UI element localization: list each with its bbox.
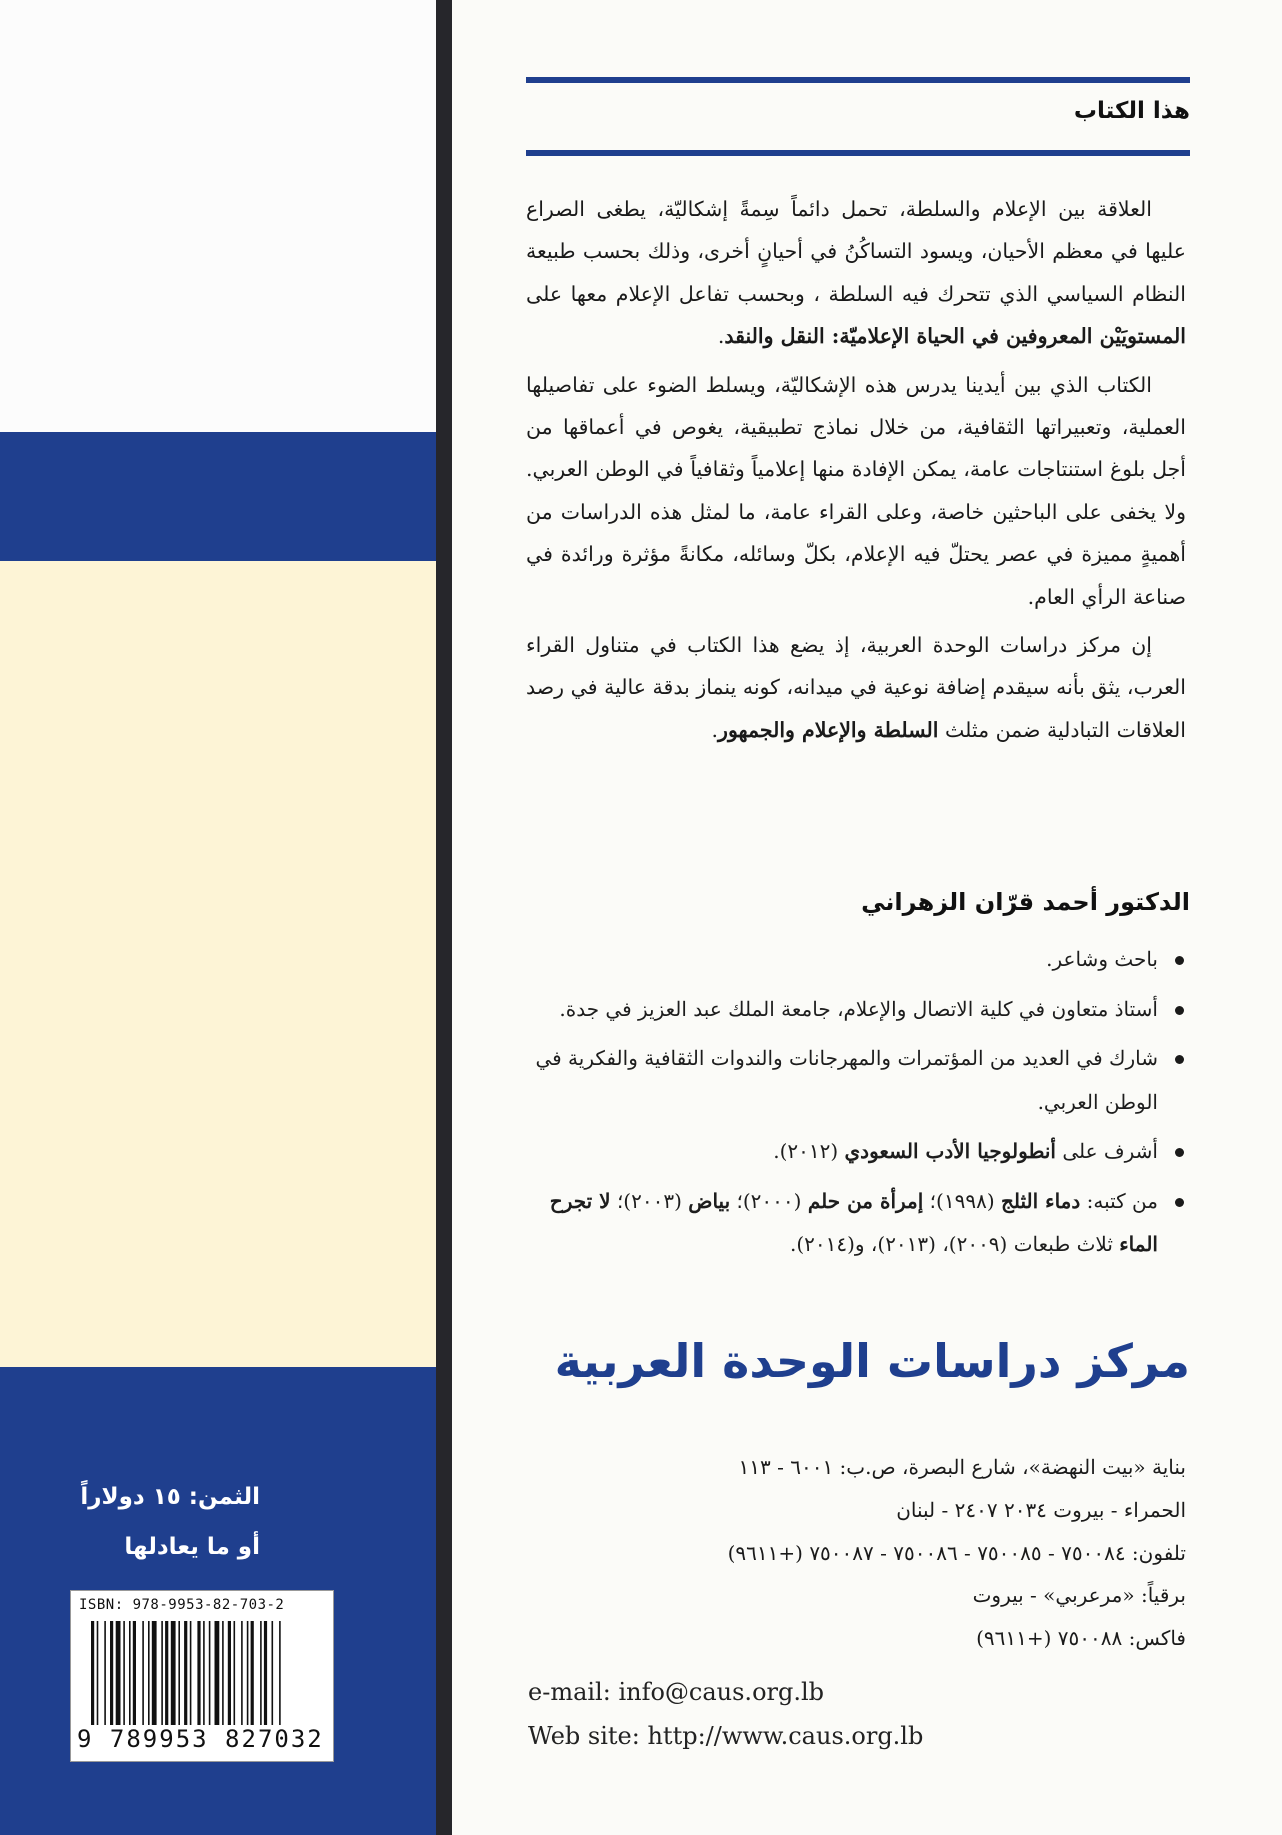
address-line: بناية «بيت النهضة»، شارع البصرة، ص.ب: ٦٠٠١ - ١١٣ — [738, 1455, 1186, 1479]
bullet-icon — [1175, 1198, 1184, 1207]
author-bio-list — [526, 938, 1186, 1273]
isbn-label: ISBN: 978-9953-82-703-2 — [79, 1597, 285, 1613]
bio-item: أشرف على أنطولوجيا الأدب السعودي (٢٠١٢). — [526, 1130, 1186, 1174]
barcode-icon — [89, 1621, 321, 1725]
sidebar-cream-panel — [0, 561, 436, 1367]
bio-item: من كتبه: دماء الثلج (١٩٩٨)؛ إمرأة من حلم (٢٠٠٠)؛ بياض (٢٠٠٣)؛ لا تجرح الماء ثلاث طبعات (٢٠٠٩)، (٢٠١٣)، و(٢٠١٤). — [526, 1180, 1186, 1267]
bio-item: أستاذ متعاون في كلية الاتصال والإعلام، جامعة الملك عبد العزيز في جدة. — [526, 988, 1186, 1032]
email-line: e-mail: info@caus.org.lb — [528, 1678, 825, 1706]
book-description — [526, 188, 1186, 757]
publisher-contact — [528, 1670, 1188, 1758]
website-line: Web site: http://www.caus.org.lb — [528, 1722, 924, 1750]
title-rule-bottom — [526, 150, 1190, 156]
description-paragraph: إن مركز دراسات الوحدة العربية، إذ يضع هذا الكتاب في متناول القراء العرب، يثق بأنه سيقدم إضافة نوعية في ميدانه، كونه ينماز بدقة عالية في رصد العلاقات التبادلية ضمن مثلث السلطة والإعلام والجمهور. — [526, 633, 1186, 742]
sidebar-white-panel — [0, 0, 436, 432]
address-line: الحمراء - بيروت ٢٠٣٤ ٢٤٠٧ - لبنان — [896, 1497, 1186, 1522]
publisher-address — [526, 1446, 1186, 1660]
description-paragraph: العلاقة بين الإعلام والسلطة، تحمل دائماً سِمةً إشكاليّة، يطغى الصراع عليها في معظم الأحيان، ويسود التساكُنُ في أحيانٍ أخرى، وذلك بحسب طبيعة النظام السياسي الذي تتحرك فيه السلطة ، وبحسب تفاعل الإعلام معها على المستويَيْن المعروفين في الحياة الإعلاميّة: النقل والنقد. — [526, 197, 1186, 349]
description-paragraph: الكتاب الذي بين أيدينا يدرس هذه الإشكاليّة، ويسلط الضوء على تفاصيلها العملية، وتعبيراتها الثقافية، من خلال نماذج تطبيقية، يغوص في أعماقها من أجل بلوغ استنتاجات عامة، يمكن الإفادة منها إعلامياً وثقافياً في الوطن العربي. ولا يخفى على الباحثين خاصة، وعلى القراء عامة، ما لمثل هذه الدراسات من أهميةٍ مميزة في عصر يحتلّ فيه الإعلام، بكلّ وسائله، مكانةً مؤثرة ورائدة في صناعة الرأي العام. — [526, 372, 1186, 609]
bullet-icon — [1175, 1148, 1184, 1157]
telegram-line: برقياً: «مرعربي» - بيروت — [972, 1583, 1186, 1608]
phone-line: تلفون: ٧٥٠٠٨٤ - ٧٥٠٠٨٥ - ٧٥٠٠٨٦ - ٧٥٠٠٨٧ (+٩٦١١) — [727, 1540, 1186, 1565]
author-name: الدكتور أحمد قرّان الزهراني — [861, 888, 1190, 916]
sidebar-blue-band-top — [0, 432, 436, 561]
price-equivalent-text: أو ما يعادلها — [124, 1534, 260, 1560]
bio-item: شارك في العديد من المؤتمرات والمهرجانات والندوات الثقافية والفكرية في الوطن العربي. — [526, 1037, 1186, 1124]
price-text: الثمن: ١٥ دولاراً — [80, 1484, 260, 1510]
bio-item: باحث وشاعر. — [526, 938, 1186, 982]
price-box — [70, 1472, 260, 1572]
fax-line: فاكس: ٧٥٠٠٨٨ (+٩٦١١) — [976, 1626, 1186, 1651]
bullet-icon — [1175, 1006, 1184, 1015]
bullet-icon — [1175, 956, 1184, 965]
section-title: هذا الكتاب — [1073, 98, 1190, 124]
bullet-icon — [1175, 1055, 1184, 1064]
barcode-number: 9 789953 827032 — [77, 1725, 324, 1753]
barcode-box — [70, 1590, 334, 1762]
spine-dark-strip — [436, 0, 452, 1835]
title-rule-top — [526, 77, 1190, 83]
publisher-name: مركز دراسات الوحدة العربية — [554, 1334, 1190, 1388]
